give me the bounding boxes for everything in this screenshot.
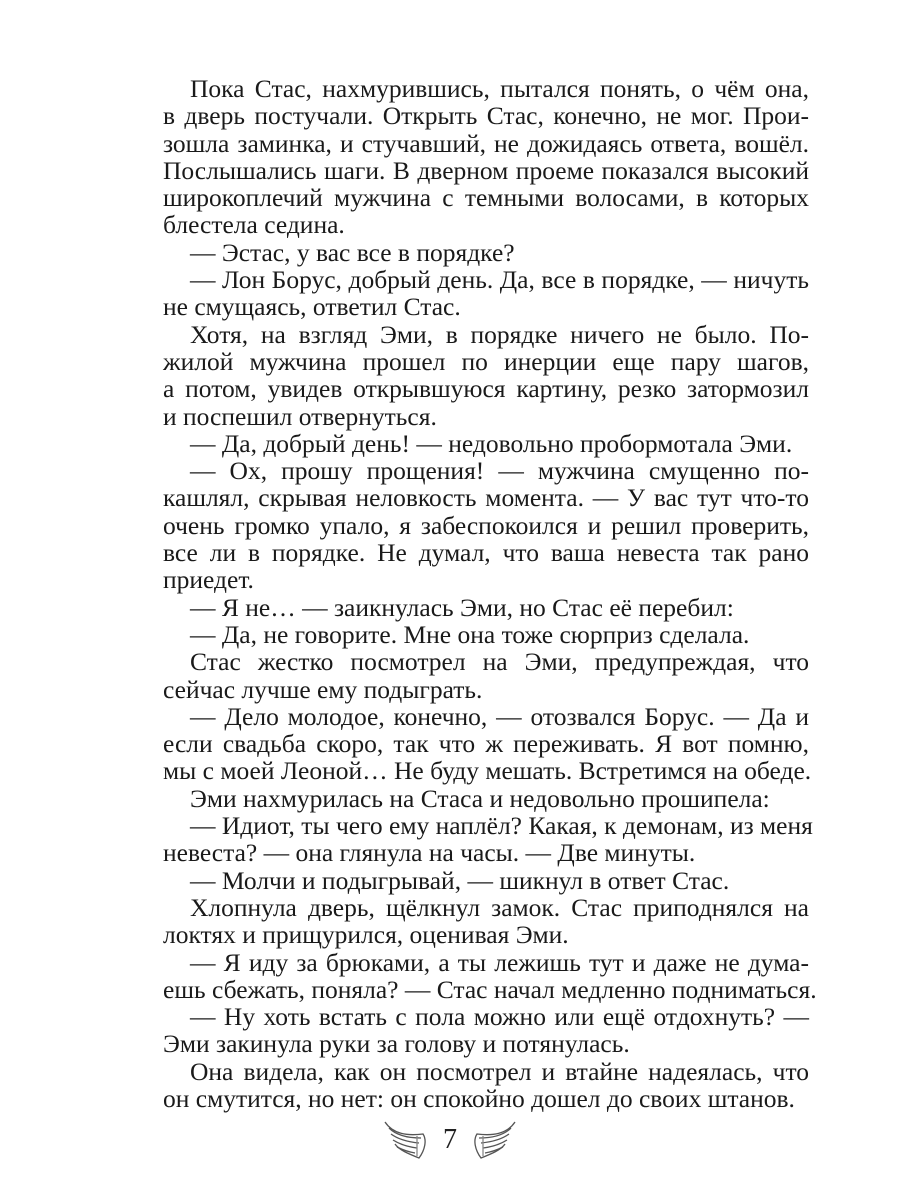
text-line: Хотя, на взгляд Эми, в порядке ничего не было. По- [190,319,809,349]
text-line: приедет. [163,565,254,595]
text-line: — Да, добрый день! — недовольно пробормотала Эми. [190,428,793,458]
text-line: все ли в порядке. Не думал, что ваша невеста так рано [163,538,809,568]
text-line: Хлопнула дверь, щёлкнул замок. Стас приподнялся на [190,892,809,922]
text-line: — Молчи и подыгрывай, — шикнул в ответ Стас. [190,865,730,895]
right-wing-ornament-icon [471,1120,517,1160]
text-line: кашлял, скрывая неловкость момента. — У вас тут что-то [163,483,809,513]
left-wing-ornament-icon [383,1120,429,1160]
text-line: — Эстас, у вас все в порядке? [190,237,515,267]
text-line: невеста? — она глянула на часы. — Две минуты. [163,838,696,868]
text-line: — Дело молодое, конечно, — отозвался Борус. — Да и [190,701,809,731]
text-line: — Идиот, ты чего ему наплёл? Какая, к демонам, из меня [190,811,813,841]
text-line: очень громко упало, я забеспокоился и решил проверить, [163,510,809,540]
text-line: — Я не… — заикнулась Эми, но Стас её перебил: [190,592,734,622]
text-line: Пока Стас, нахмурившись, пытался понять, о чём она, [190,74,809,103]
text-line: широкоплечий мужчина с темными волосами, в которых [163,183,809,213]
text-line: сейчас лучше ему подыграть. [163,674,483,704]
page-footer [0,1118,900,1162]
text-line: в дверь постучали. Открыть Стас, конечно, не мог. Прои- [163,101,809,131]
text-line: — Да, не говорите. Мне она тоже сюрприз сделала. [190,619,750,649]
text-line: жилой мужчина прошел по инерции еще пару шагов, [163,346,809,376]
page-body-text [163,74,817,1113]
text-line: Она видела, как он посмотрел и втайне надеялась, что [190,1056,809,1086]
text-line: ешь сбежать, поняла? — Стас начал медленно подниматься. [163,974,817,1004]
text-line: Стас жестко посмотрел на Эми, предупреждая, что [190,647,809,677]
text-line: если свадьба скоро, так что ж переживать. Я вот помню, [163,729,809,759]
text-line: Эми нахмурилась на Стаса и недовольно прошипела: [190,783,770,813]
text-line: он смутится, но нет: он спокойно дошел до своих штанов. [163,1083,795,1113]
page-number: 7 [443,1124,457,1155]
text-line: а потом, увидев открывшуюся картину, резко затормозил [163,374,809,404]
text-line: блестела седина. [163,210,345,240]
text-line: — Ох, прошу прощения! — мужчина смущенно по- [190,456,809,486]
text-line: не смущаясь, ответил Стас. [163,292,461,322]
text-line: и поспешил отвернуться. [163,401,437,431]
text-line: мы с моей Леоной… Не буду мешать. Встретимся на обеде. [163,756,812,786]
text-line: зошла заминка, и стучавший, не дожидаясь ответа, вошёл. [163,128,809,158]
text-line: Послышались шаги. В дверном проеме показался высокий [163,155,809,185]
text-line: локтях и прищурился, оценивая Эми. [163,920,569,950]
text-line: — Ну хоть встать с пола можно или ещё отдохнуть? — [190,1002,809,1032]
text-line: — Я иду за брюками, а ты лежишь тут и даже не дума- [190,947,809,977]
text-line: Эми закинула руки за голову и потянулась. [163,1029,630,1059]
text-line: — Лон Борус, добрый день. Да, все в порядке, — ничуть [190,265,809,295]
